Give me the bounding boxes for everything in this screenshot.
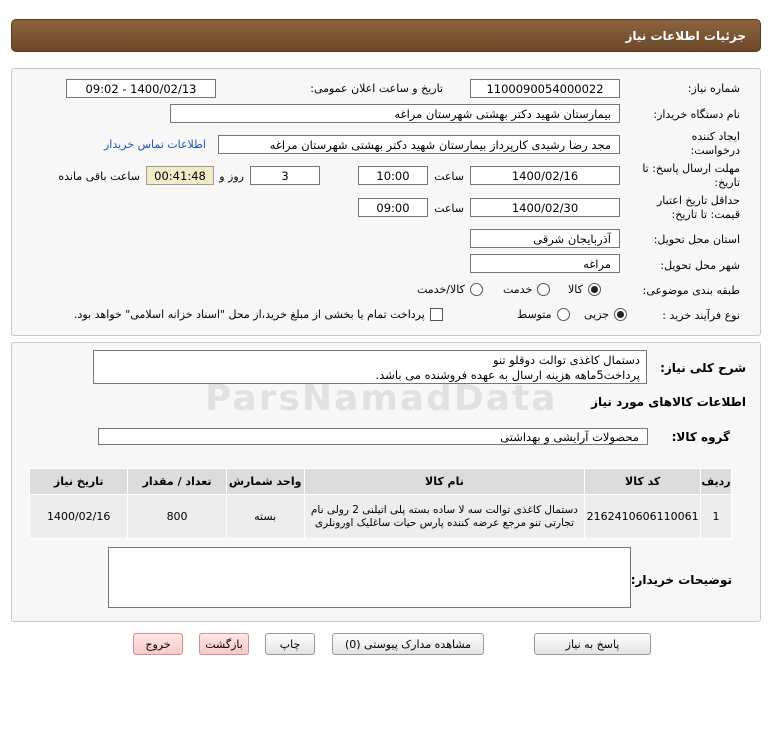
validity-label: حداقل تاریخ اعتبار قیمت: تا تاریخ: — [656, 194, 740, 221]
goods-group-field: محصولات آرایشی و بهداشتی — [98, 428, 648, 445]
days-field: 3 — [250, 166, 320, 185]
deadline-time-label: ساعت — [434, 170, 464, 183]
cell-date: 1400/02/16 — [30, 495, 128, 539]
print-button[interactable]: چاپ — [265, 633, 315, 655]
radio-icon[interactable] — [470, 283, 483, 296]
page-header — [11, 19, 761, 52]
checkbox-icon[interactable] — [430, 308, 443, 321]
cell-code: 2162410606110061 — [585, 495, 701, 539]
cell-qty: 800 — [128, 495, 226, 539]
col-unit-header: واحد شمارش — [226, 469, 304, 495]
col-date-header: تاریخ نیاز — [30, 469, 128, 495]
cell-unit: بسته — [226, 495, 304, 539]
col-qty-header: تعداد / مقدار — [128, 469, 226, 495]
remaining-timer: 00:41:48 — [146, 166, 214, 185]
remaining-label: ساعت باقی مانده — [58, 170, 140, 183]
table-header-row — [30, 469, 732, 495]
exit-button[interactable]: خروج — [133, 633, 183, 655]
buyer-org-field: بیمارستان شهید دکتر بهشتی شهرستان مراغه — [170, 104, 620, 123]
validity-date-field: 1400/02/30 — [470, 198, 620, 217]
back-button[interactable]: بازگشت — [199, 633, 249, 655]
province-field: آذربایجان شرقی — [470, 229, 620, 248]
attachments-button[interactable]: مشاهده مدارک پیوستی (0) — [332, 633, 484, 655]
category-option-goods[interactable]: کالا — [568, 283, 601, 296]
validity-time-field: 09:00 — [358, 198, 428, 217]
radio-icon[interactable] — [557, 308, 570, 321]
buyer-notes-box — [108, 547, 631, 608]
creator-label: ایجاد کننده درخواست: — [690, 130, 740, 157]
cell-name: دستمال کاغذی توالت سه لا ساده بسته پلی اتیلنی 2 رولی نام تجارتی تنو مرجع عرضه کننده پارس حیات ساغلیک اورونلری — [304, 495, 585, 539]
col-name-header: نام کالا — [304, 469, 585, 495]
goods-section-title: اطلاعات کالاهای مورد نیاز — [591, 395, 746, 409]
goods-group-label: گروه کالا: — [671, 430, 730, 444]
treasury-payment-option[interactable]: پرداخت تمام یا بخشی از مبلغ خرید،از محل "اسناد خزانه اسلامی" خواهد بود. — [74, 308, 443, 321]
description-box — [93, 350, 647, 384]
description-label: شرح کلی نیاز: — [660, 361, 746, 375]
table-row — [30, 495, 732, 539]
process-option-medium[interactable]: متوسط — [517, 308, 570, 321]
validity-time-label: ساعت — [434, 202, 464, 215]
radio-selected-icon[interactable] — [588, 283, 601, 296]
items-table-wrap — [29, 468, 732, 539]
radio-selected-icon[interactable] — [614, 308, 627, 321]
col-row-header: ردیف — [701, 469, 732, 495]
buyer-notes-label: توضیحات خریدار: — [630, 573, 732, 587]
category-label: طبقه بندی موضوعی: — [642, 284, 740, 297]
need-number-label: شماره نیاز: — [687, 82, 740, 95]
province-label: استان محل تحویل: — [653, 233, 740, 246]
page-title: جزئیات اطلاعات نیاز — [625, 28, 746, 43]
description-line-1: دستمال کاغذی توالت دوقلو تنو — [492, 353, 640, 367]
days-label: روز و — [219, 170, 244, 183]
city-label: شهر محل تحویل: — [660, 259, 740, 272]
col-code-header: کد کالا — [585, 469, 701, 495]
city-field: مراغه — [470, 254, 620, 273]
process-label: نوع فرآیند خرید : — [662, 309, 740, 322]
category-option-service[interactable]: خدمت — [503, 283, 550, 296]
process-option-minor[interactable]: جزیی — [584, 308, 627, 321]
contact-buyer-link[interactable]: اطلاعات تماس خریدار — [104, 138, 206, 151]
radio-icon[interactable] — [537, 283, 550, 296]
watermark-logo: ParsNamadData — [205, 378, 558, 419]
description-line-2: پرداخت5ماهه هزینه ارسال به عهده فروشنده می باشد. — [375, 368, 640, 382]
need-number-field: 1100090054000022 — [470, 79, 620, 98]
announce-field: 1400/02/13 - 09:02 — [66, 79, 216, 98]
cell-row: 1 — [701, 495, 732, 539]
category-option-goods-service[interactable]: کالا/خدمت — [417, 283, 483, 296]
buyer-org-label: نام دستگاه خریدار: — [653, 108, 740, 121]
deadline-label: مهلت ارسال پاسخ: تا تاریخ: — [642, 162, 740, 189]
creator-field: مجد رضا رشیدی کارپرداز بیمارستان شهید دکتر بهشتی شهرستان مراغه — [218, 135, 620, 154]
announce-label: تاریخ و ساعت اعلان عمومی: — [310, 82, 443, 95]
deadline-time-field: 10:00 — [358, 166, 428, 185]
reply-button[interactable]: پاسخ به نیاز — [534, 633, 651, 655]
items-table — [29, 468, 732, 539]
deadline-date-field: 1400/02/16 — [470, 166, 620, 185]
